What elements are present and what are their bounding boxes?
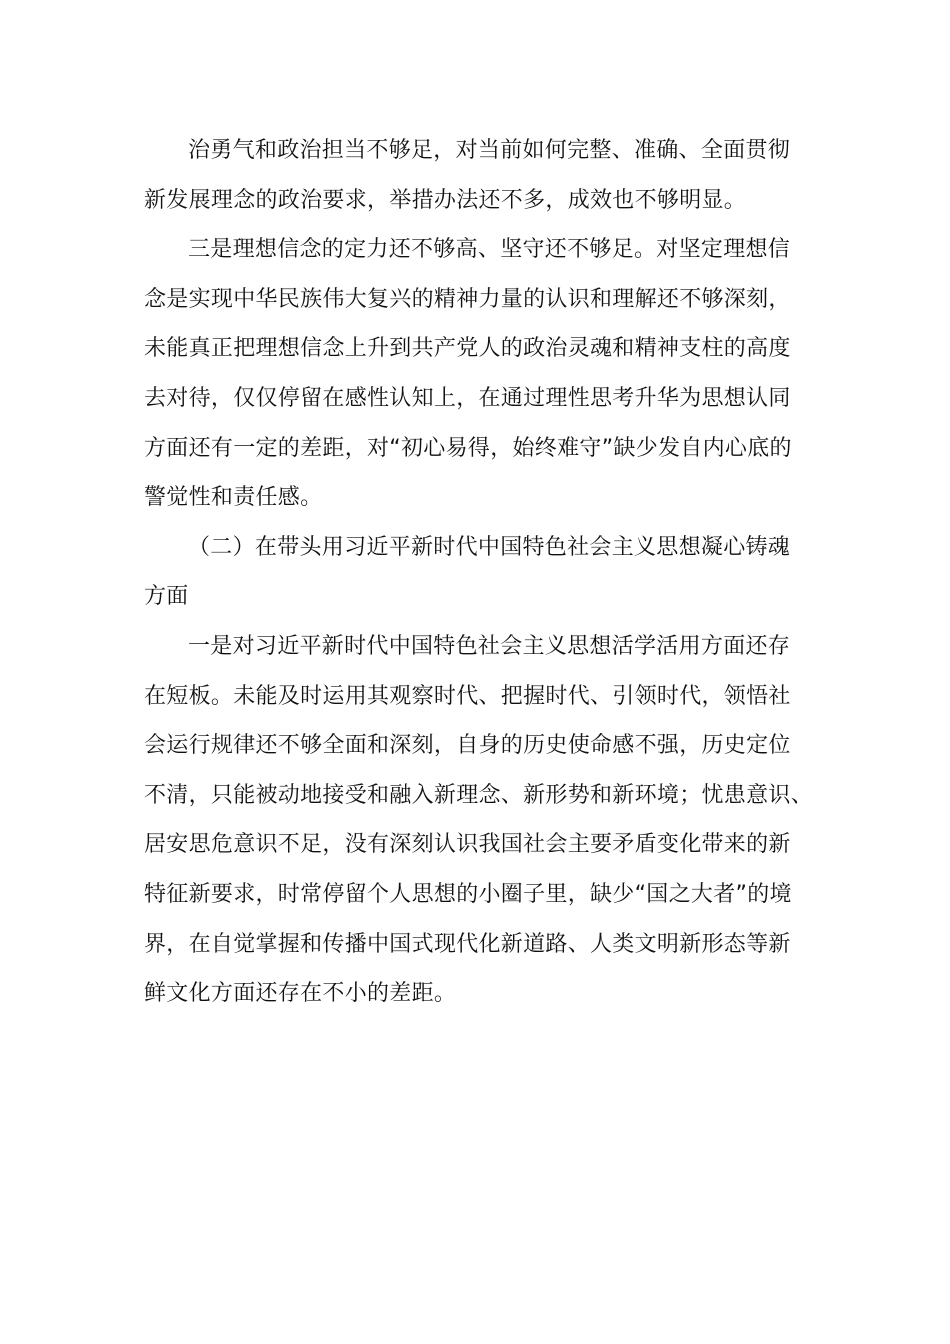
text-line: 治勇气和政治担当不够足，对当前如何完整、准确、全面贯彻 [188,138,791,163]
text-line: 警觉性和责任感。 [144,485,323,511]
text-line: （二）在带头用习近平新时代中国特色社会主义思想凝心铸魂 [188,534,791,560]
text-line: 居安思危意识不足，没有深刻认识我国社会主要矛盾变化带来的新 [144,832,791,858]
text-line: 三是理想信念的定力还不够高、坚守还不够足。对坚定理想信 [188,237,791,263]
paragraph [144,523,810,622]
text-line: 方面 [144,584,189,610]
text-line: 念是实现中华民族伟大复兴的精神力量的认识和理解还不够深刻， [144,286,791,312]
text-line: 在短板。未能及时运用其观察时代、把握时代、引领时代，领悟社 [144,683,791,709]
text-line: 去对待，仅仅停留在感性认知上，在通过理性思考升华为思想认同 [144,385,791,411]
text-line: 新发展理念的政治要求，举措办法还不多，成效也不够明显。 [144,187,747,213]
paragraph [144,622,814,1019]
text-line: 特征新要求，时常停留个人思想的小圈子里，缺少“国之大者”的境 [144,881,792,907]
text-line: 方面还有一定的差距，对“初心易得，始终难守”缺少发自内心底的 [144,435,792,461]
document-body [144,126,814,1019]
text-line: 鲜文化方面还存在不小的差距。 [144,981,457,1007]
text-line: 一是对习近平新时代中国特色社会主义思想活学活用方面还存 [188,633,791,659]
text-line: 会运行规律还不够全面和深刻，自身的历史使命感不强，历史定位 [144,733,791,759]
paragraph [144,225,810,523]
paragraph [144,126,810,225]
text-line: 未能真正把理想信念上升到共产党人的政治灵魂和精神支柱的高度 [144,336,791,362]
text-line: 界，在自觉掌握和传播中国式现代化新道路、人类文明新形态等新 [144,931,791,957]
text-line: 不清，只能被动地接受和融入新理念、新形势和新环境；忧患意识、 [144,782,814,808]
